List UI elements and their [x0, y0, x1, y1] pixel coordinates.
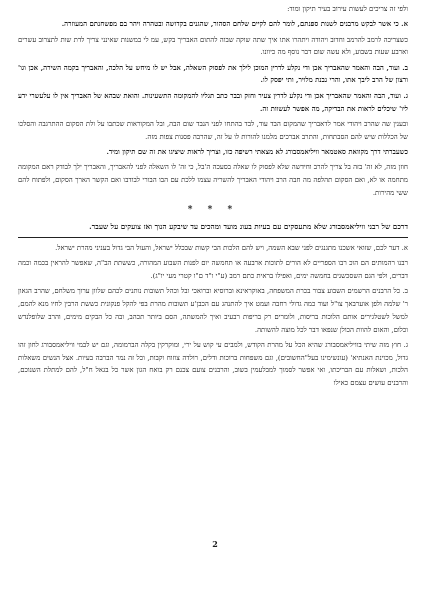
paragraph: ב. כל הרבנים הרשמים השבוע צבור בכרת המשפחה, באוקראינא וברוסיא וברואכי ובל וכהל תשובות נותנים לכהם שלוון ערוך משלחם, שהרב הגאון ר' שלמה ולפן אוערבאך צו"ל ועוד כמה גדולי רחבה ועמט איך להתנהג עם הכבן'ע תשובות מהרת בפי להקל פנקונית כששת הרבין לחיו מנא להמם, למשל לשטלגירים אותם הלוכות בריסות, ולומרים רק בריפות רבעיב ואיך להמשתה, הסם ביותר תכהב, ובה כל הבקים מימים, והרב שלופלנדש וכלום, והאום להוות הכולן שנפאו דבר לכל מוצה להשותה.: [18, 287, 408, 334]
paragraph: ובענין שה שהרב ויהודי אמר לדאבריך שהמקום הבד עוד, לבד בהתחו לפני הנבד שום הבה, ובל המקוראות שכתבו על ולת הסקום ההתרגבה והסלכו של הכללות שיש להם הסבתחות, והתרב אברכים מלמנו להורות לו על זה, שהרבה פסנות צפות מזה.: [18, 119, 408, 141]
section-heading: דרכם של רבני וויליאמסבורג שלא מתעסקים עם בעיות בעונ מועד ומהכים עד שיבקע הנוך ואז צועקים על שעבר.: [89, 222, 408, 232]
paragraph: ב. ועוד, הבה והאמר שהאבריך אכן ודי נקלע לדרין המוכן לילך את לפסוק השאלה, אבל יש לו מיחש על הלכה, והאבריך בקמה השירה, אכן וגו' ורצון של הרב ליבך אתו, והרי נבנת מלויר, ותי יפסק לו.: [18, 63, 408, 85]
paragraph: ולפי זה צריכים לעשות עירוב בעיר תיקון ומוד:: [287, 5, 408, 13]
paragraph: ג. ועוד, הבה והאמר שהאבריך אכן ודי נקלע לדרין צעיר וחזק ובבר כתב תגליו להמקומה התשעינות. והואת שבהא של האבריך אין לו עלעשרי ידע ליו' שיכלים לראות את הבדיקה, מה אפשר לעשוות זה.: [18, 91, 408, 113]
paragraph: ג. חוץ מזה שיתי בוויליאמסבורג שהיא הכל על מהרת הקודש, ולמבים עי קוש על ירי, ומוקרקין בקלה הברמומה, וגם יש לבמי וויליאמסבורג לחון זהו גדול, מכוינת האנתיא' (עונשימינו בעל"החשובים), וגם משפחות ברוכות ודלים, רולדה צוזוח וקבות, וכל זה נמר הברבה בעיות. אצל הנשים משאלות הלכות, ושאלות עם הבריכתו, ואי אפשר לסמוך למבלעמין בשוב, והרבנים צועם צכנם רק בואח הגון אשר כל בגאל ח"ל, להם למתלת השנוכם, והרבנים עושים עצמם כאילו: [18, 340, 408, 388]
page-number: 2: [212, 539, 218, 549]
paragraph: כשצריכה לרמב להרמב וחדוב ויהודה ויתהרו אתו איך שתה שוקה שבוה להתום האבריך בקש, עמ לי במשנות שאינני צריך לדת שות לתצרוב עשרים וארבע שעות בשבוע, ולא עשה שום דבר נוסף מה כיוונו.: [18, 35, 408, 57]
paragraph: א. דער לכם, שזואי אשכנו מתגנגים לפני שבא השמה, ויש להם הלכות הבי קשות שבכלל ישראל, והעול הבי גדול בעניני מהרת ישראל.: [55, 243, 408, 252]
paragraph: רבנו רהמותים הם הוכ רבו הספריים לא הורים לתוכות ארבעה או תחמשה יום לפנות השבוע המהורה, כששתת הב"ה, שאפשר להראין בכמה וכמה דברים, ולפי הגם השסכשנים בחמשה ימים, ואפילו בראית כתם רמב (ע"י ו"ד ם"ו קטרי מעי יו"ג).: [18, 259, 408, 280]
paragraph: כשעברתי דרך מקוואת סאטמאר וויליאמסבורג לא מצאתי רשיפה כזו, וצריך לראות שיציגו את זה שם תיקון ומיד.: [106, 147, 408, 156]
paragraph: א. כי אשר לבקש מרבנים לשנות ספנתם, לומר להם לקיים שלחם הסהור, שהגנים בקדושה ובטהרה ויהר בם מפשחנתם המעוזרה.: [61, 20, 408, 29]
paragraph: חוזן מזה, לא זה' בזה בל צריך להרב וחידשה שלא לפסוק לו שאלה בסעכה ה'בל, כי זה' לו השאלה לפני להאבריך, והאבריך ילך לבודק ראם המקומה מתחמה או לא, ואם הסקום תהלפה מה חבה הרב ויהודי האבריך להשריה עצמו ללכת עם הבו הבורי לבודבו ואם הקשר הארך הסקום, ולפתוח להם ששי מהירות.: [18, 163, 408, 197]
heading-underline: [18, 237, 408, 238]
section-divider-stars: * * *: [187, 204, 239, 215]
